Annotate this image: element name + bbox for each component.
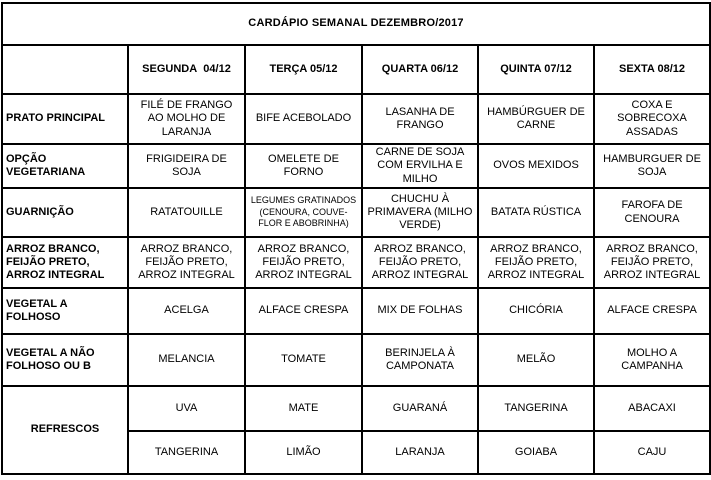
menu-cell: ALFACE CRESPA <box>594 288 710 334</box>
row-label-prato-principal: PRATO PRINCIPAL <box>2 94 128 144</box>
menu-cell: HAMBURGUER DE SOJA <box>594 144 710 188</box>
menu-cell: LASANHA DE FRANGO <box>362 94 478 144</box>
table-row-vegetal-nao-folhoso <box>2 334 710 386</box>
menu-cell: BATATA RÚSTICA <box>478 188 594 237</box>
header-row <box>2 45 710 94</box>
menu-cell: ARROZ BRANCO, FEIJÃO PRETO, ARROZ INTEGRAL <box>478 237 594 288</box>
menu-cell: TANGERINA <box>478 386 594 431</box>
menu-cell: LEGUMES GRATINADOS (CENOURA, COUVE-FLOR E ABOBRINHA) <box>245 188 362 237</box>
day-header-sexta: SEXTA 08/12 <box>594 45 710 94</box>
table-row-vegetal-folhoso <box>2 288 710 334</box>
page-title: CARDÁPIO SEMANAL DEZEMBRO/2017 <box>2 3 710 45</box>
day-header-quarta: QUARTA 06/12 <box>362 45 478 94</box>
menu-cell: ARROZ BRANCO, FEIJÃO PRETO, ARROZ INTEGRAL <box>594 237 710 288</box>
menu-cell: OVOS MEXIDOS <box>478 144 594 188</box>
row-label-vegetal-folhoso: VEGETAL A FOLHOSO <box>2 288 128 334</box>
menu-cell: ARROZ BRANCO, FEIJÃO PRETO, ARROZ INTEGRAL <box>362 237 478 288</box>
menu-cell: LIMÃO <box>245 431 362 474</box>
menu-cell: BIFE ACEBOLADO <box>245 94 362 144</box>
menu-cell: MELÃO <box>478 334 594 386</box>
menu-cell: CHUCHU À PRIMAVERA (MILHO VERDE) <box>362 188 478 237</box>
day-header-quinta: QUINTA 07/12 <box>478 45 594 94</box>
menu-cell: MATE <box>245 386 362 431</box>
menu-cell: FAROFA DE CENOURA <box>594 188 710 237</box>
menu-cell: CAJU <box>594 431 710 474</box>
menu-cell: TOMATE <box>245 334 362 386</box>
menu-cell: ALFACE CRESPA <box>245 288 362 334</box>
row-label-guarnicao: GUARNIÇÃO <box>2 188 128 237</box>
row-label-vegetal-nao-folhoso: VEGETAL A NÃO FOLHOSO OU B <box>2 334 128 386</box>
menu-cell: ABACAXI <box>594 386 710 431</box>
menu-cell: COXA E SOBRECOXA ASSADAS <box>594 94 710 144</box>
menu-cell: GUARANÁ <box>362 386 478 431</box>
menu-cell: MOLHO A CAMPANHA <box>594 334 710 386</box>
menu-cell: OMELETE DE FORNO <box>245 144 362 188</box>
table-row-guarnicao <box>2 188 710 237</box>
title-row <box>2 3 710 45</box>
table-row-opcao-vegetariana <box>2 144 710 188</box>
row-label-opcao-vegetariana: OPÇÃO VEGETARIANA <box>2 144 128 188</box>
table-row-arroz-feijao <box>2 237 710 288</box>
day-header-terca: TERÇA 05/12 <box>245 45 362 94</box>
menu-cell: HAMBÚRGUER DE CARNE <box>478 94 594 144</box>
menu-cell: MELANCIA <box>128 334 245 386</box>
menu-table <box>1 2 711 475</box>
menu-cell: ARROZ BRANCO, FEIJÃO PRETO, ARROZ INTEGRAL <box>128 237 245 288</box>
menu-cell: MIX DE FOLHAS <box>362 288 478 334</box>
menu-cell: FILÉ DE FRANGO AO MOLHO DE LARANJA <box>128 94 245 144</box>
corner-cell <box>2 45 128 94</box>
row-label-arroz-feijao: ARROZ BRANCO, FEIJÃO PRETO, ARROZ INTEGRAL <box>2 237 128 288</box>
menu-cell: GOIABA <box>478 431 594 474</box>
menu-cell: LARANJA <box>362 431 478 474</box>
menu-cell: TANGERINA <box>128 431 245 474</box>
row-label-refrescos: REFRESCOS <box>2 386 128 474</box>
day-header-segunda: SEGUNDA 04/12 <box>128 45 245 94</box>
menu-cell: FRIGIDEIRA DE SOJA <box>128 144 245 188</box>
table-row-refrescos-1 <box>2 386 710 431</box>
menu-cell: ACELGA <box>128 288 245 334</box>
menu-cell: CARNE DE SOJA COM ERVILHA E MILHO <box>362 144 478 188</box>
table-row-prato-principal <box>2 94 710 144</box>
menu-cell: BERINJELA À CAMPONATA <box>362 334 478 386</box>
menu-cell: ARROZ BRANCO, FEIJÃO PRETO, ARROZ INTEGRAL <box>245 237 362 288</box>
menu-cell: CHICÓRIA <box>478 288 594 334</box>
menu-cell: UVA <box>128 386 245 431</box>
menu-cell: RATATOUILLE <box>128 188 245 237</box>
